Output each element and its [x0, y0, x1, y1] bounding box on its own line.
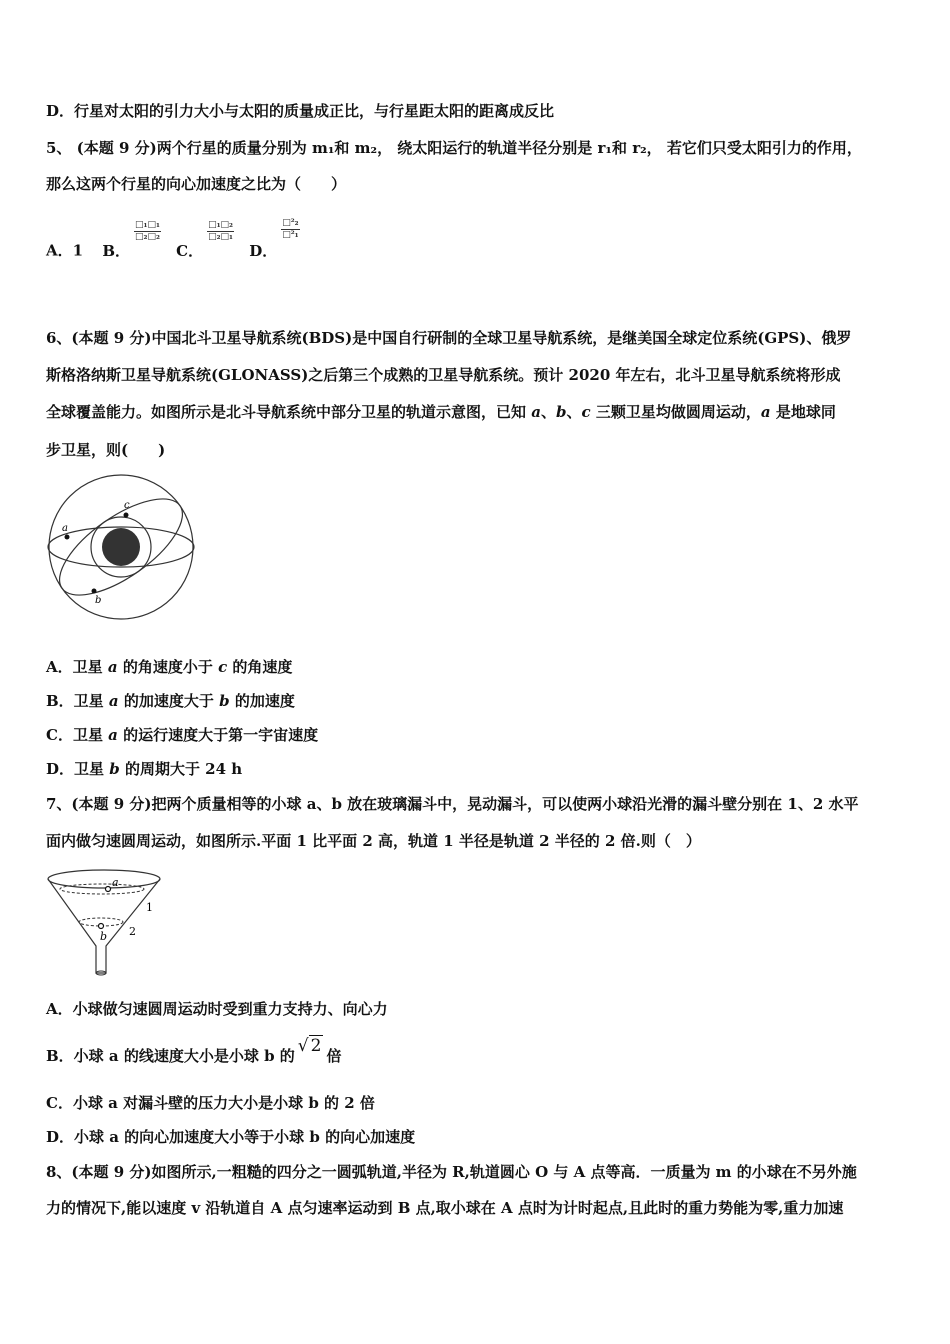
q6-var-c: c — [581, 403, 591, 421]
satellite-b-dot — [92, 589, 97, 594]
satellite-a-label: a — [62, 523, 68, 534]
earth-icon — [102, 528, 140, 566]
q7-option-d: D．小球 a 的向心加速度大小等于小球 b 的向心加速度 — [46, 1128, 416, 1146]
q7-stem-line1: 7、(本题 9 分)把两个质量相等的小球 a、b 放在玻璃漏斗中，晃动漏斗，可以使两小球沿光滑的漏斗壁分别在 1、2 水平 — [46, 795, 859, 813]
q6-stem-line1: 6、(本题 9 分)中国北斗卫星导航系统(BDS)是中国自行研制的全球卫星导航系统，是继美国全球定位系统(GPS)、俄罗 — [46, 329, 852, 347]
q6-option-d — [46, 759, 242, 779]
satellite-b-label: b — [95, 595, 102, 606]
q6-sep1: 、 — [540, 403, 556, 421]
orbit-plane-1 — [60, 884, 144, 894]
q6-option-c-pre: C．卫星 — [46, 726, 109, 744]
q6-var-a-2: a — [760, 403, 771, 421]
q6-option-c-var: a — [108, 726, 118, 744]
q6-option-a-post: 的角速度 — [227, 658, 293, 676]
plane-2-label: 2 — [129, 925, 136, 938]
funnel-rim — [48, 870, 160, 888]
ball-a-icon — [106, 887, 111, 892]
q6-sep2: 、 — [566, 403, 582, 421]
q6-option-b — [46, 691, 295, 711]
q6-stem-line3 — [46, 402, 836, 422]
q6-option-b-post: 的加速度 — [229, 692, 295, 710]
q5-option-a: A．1 — [46, 241, 84, 260]
satellite-c-label: c — [124, 500, 130, 511]
q5-option-d-numerator: □²₂ — [282, 218, 299, 228]
q8-stem-line2: 力的情况下,能以速度 v 沿轨道自 A 点匀速率运动到 B 点,取小球在 A 点时为计时起点,且此时的重力势能为零,重力加速 — [46, 1199, 844, 1217]
satellite-orbit-figure — [46, 470, 206, 630]
satellite-a-dot — [65, 535, 70, 540]
q6-option-a-var2: c — [218, 658, 228, 676]
q5-option-b-fraction — [134, 220, 161, 243]
q6-option-a-pre: A．卫星 — [46, 658, 108, 676]
q6-option-b-pre: B．卫星 — [46, 692, 109, 710]
q6-option-d-var: b — [109, 760, 120, 778]
q5-option-c-label: C． — [176, 241, 204, 260]
q5-option-d-label: D． — [249, 241, 278, 260]
q6-option-c-post: 的运行速度大于第一宇宙速度 — [117, 726, 319, 744]
ball-a-label: a — [112, 876, 119, 889]
ball-b-label: b — [100, 930, 108, 943]
q6-option-b-mid: 的加速度大于 — [118, 692, 220, 710]
q6-option-a-mid: 的角速度小于 — [117, 658, 219, 676]
q7-option-b — [46, 1036, 342, 1066]
q7-option-c: C．小球 a 对漏斗壁的压力大小是小球 b 的 2 倍 — [46, 1094, 375, 1112]
q6-option-d-post: 的周期大于 24 h — [119, 760, 243, 778]
q5-stem-line2: 那么这两个行星的向心加速度之比为（ ） — [46, 175, 347, 193]
q5-option-c-fraction — [207, 220, 234, 243]
q6-stem-line2: 斯格洛纳斯卫星导航系统(GLONASS)之后第三个成熟的卫星导航系统。预计 2020 年左右，北斗卫星导航系统将形成 — [46, 366, 841, 384]
q6-option-b-var: a — [108, 692, 119, 710]
q8-stem-line1: 8、(本题 9 分)如图所示,一粗糙的四分之一圆弧轨道,半径为 R,轨道圆心 O 与 A 点等高．一质量为 m 的小球在不另外施 — [46, 1163, 857, 1181]
q6-line3-mid: 三颗卫星均做圆周运动， — [590, 403, 761, 421]
q7-stem-line2: 面内做匀速圆周运动，如图所示.平面 1 比平面 2 高，轨道 1 半径是轨道 2 半径的 2 倍.则（ ） — [46, 832, 701, 850]
q5-option-b-label: B． — [102, 241, 130, 260]
sqrt-radicand: 2 — [310, 1036, 322, 1056]
q6-line3-pre: 全球覆盖能力。如图所示是北斗导航系统中部分卫星的轨道示意图，已知 — [46, 403, 532, 421]
ball-b-icon — [99, 924, 104, 929]
q5-option-c-numerator: □₁□₂ — [208, 220, 233, 230]
q5-option-b-numerator: □₁□₁ — [135, 220, 160, 230]
q4-option-d — [46, 101, 554, 121]
q7-option-b-post: 倍 — [326, 1047, 342, 1065]
q5-option-d-denominator: □²₁ — [282, 230, 299, 240]
q6-option-b-var2: b — [219, 692, 230, 710]
q6-line3-post: 是地球同 — [770, 403, 836, 421]
q6-option-c — [46, 725, 318, 745]
q7-option-b-pre: B．小球 a 的线速度大小是小球 b 的 — [46, 1047, 295, 1065]
funnel-figure — [46, 866, 176, 981]
q6-option-a — [46, 657, 292, 677]
q4-option-d-text: 行星对太阳的引力大小与太阳的质量成正比，与行星距太阳的距离成反比 — [74, 102, 555, 120]
q7-option-a: A．小球做匀速圆周运动时受到重力支持力、向心力 — [46, 1000, 388, 1018]
sqrt-symbol: √ 2 — [297, 1036, 322, 1056]
q6-option-d-pre: D．卫星 — [46, 760, 110, 778]
q6-stem-line4: 步卫星，则( ) — [46, 441, 166, 459]
plane-1-label: 1 — [146, 901, 153, 914]
q5-option-b-denominator: □₂□₂ — [135, 232, 160, 242]
q5-options — [46, 218, 304, 263]
q5-option-c-denominator: □₂□₁ — [208, 232, 233, 242]
q6-var-a: a — [531, 403, 541, 421]
satellite-c-dot — [124, 513, 129, 518]
q5-option-d-fraction — [281, 218, 299, 241]
q5-stem-line1: 5、 (本题 9 分)两个行星的质量分别为 m₁和 m₂， 绕太阳运行的轨道半径分别是 r₁和 r₂， 若它们只受太阳引力的作用， — [46, 139, 862, 157]
q6-var-b: b — [555, 403, 567, 421]
q6-option-a-var: a — [107, 658, 118, 676]
q4-option-d-label: D． — [46, 102, 75, 120]
